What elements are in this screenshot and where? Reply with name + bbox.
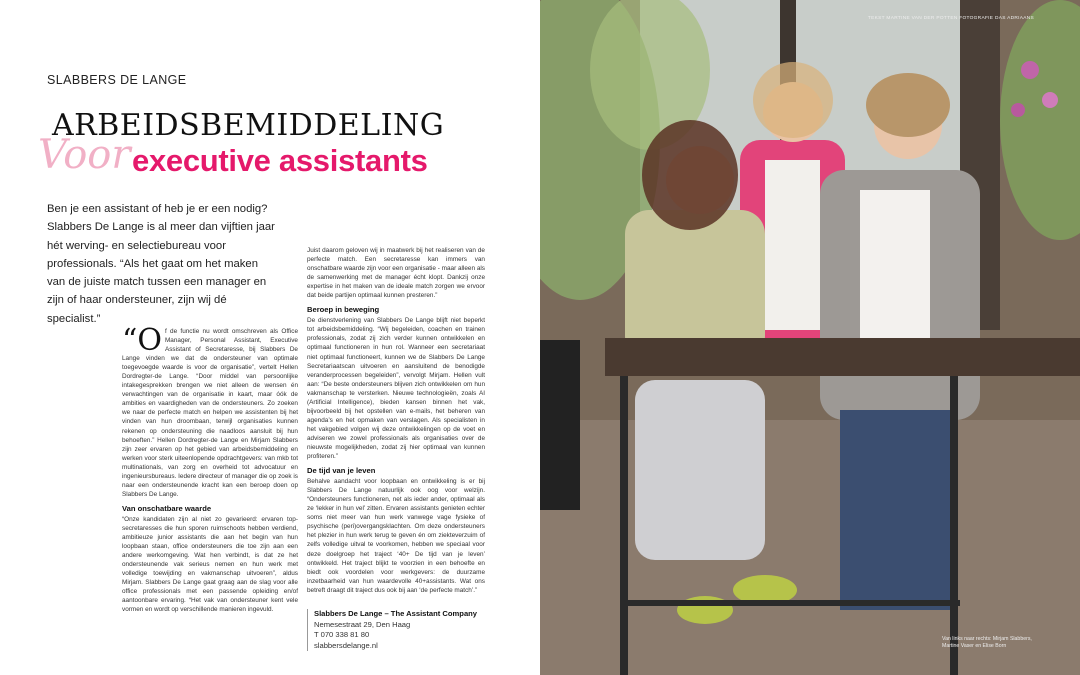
contact-name: Slabbers De Lange – The Assistant Company [314, 609, 478, 618]
person-left-trousers [635, 380, 765, 560]
photo-credit: TEKST MARTINE VAN DER POTTEN FOTOGRAFIE DAS ADRIAANS [867, 16, 1034, 21]
dropcap-letter: O [137, 323, 162, 358]
person-left-blazer [625, 210, 765, 360]
table-leg [950, 376, 958, 675]
left-pot [540, 340, 580, 510]
person-left-hair [642, 120, 738, 230]
photo-illustration [540, 0, 1080, 675]
person-right-hair [866, 73, 950, 137]
orchid-flower [1021, 61, 1039, 79]
article-column-2 [307, 246, 485, 595]
contact-phone: T 070 338 81 80 [314, 630, 370, 639]
column2-paragraph-2: De dienstverlening van Slabbers De Lange blijft niet beperkt tot arbeidsbemiddeling. “Wij begeleiden, coachen en trainen professionals, zodat zij zich verder kunnen ontwikkelen en optimaal functioneren in hun rol. Wanneer een secretariaat niet optimaal functioneert, kunnen we de Slabbers De Lange Secretariaatscan uitvoeren en aansluitend de benodigde veranderprocessen begeleiden”, vervolgt Mirjam. Hellen vult aan: “De beste ondersteuners blijven zich ontwikkelen om hun vakmanschap te versterken. Nieuwe technologieën, zoals AI (Artificial Intelligence), bieden kansen binnen het vak, bijvoorbeeld bij het opstellen van e-mails, het beheren van agenda’s en het opmaken van verslagen. Als specialisten in het vakgebied volgen wij deze ontwikkelingen op de voet en adviseren we zowel professionals als organisaties over de nieuwste mogelijkheden, zodat zij hier optimaal van kunnen profiteren.” [307, 317, 485, 461]
orchid-flower [1042, 92, 1058, 108]
column2-paragraph-1: Juist daarom geloven wij in maatwerk bij het realiseren van de perfecte match. Een secretaresse kan immers van onschatbare waarde zijn voor een organisatie - maar alleen als de samenwerking met de manager écht klopt. Dankzij onze expertise in het maken van de ideale match zorgen we ervoor dat beide partijen optimaal kunnen presteren.” [307, 247, 485, 300]
column2-paragraph-3: Behalve aandacht voor loopbaan en ontwikkeling is er bij Slabbers De Lange natuurlijk ook oog voor welzijn. “Ondersteuners functioneren, net als ieder ander, optimaal als ze ‘lekker in hun vel’ zitten. Ervaren assistants genieten echter soms niet meer van hun werk vanwege vage fysieke of psychische (peri)overgangsklachten. Om deze ondersteuners het plezier in hun werk terug te geven én om ziekteverzuim of zelfs volledige uitval te voorkomen, hebben we speciaal voor deze doelgroep het traject ‘40+ De tijd van je leven’ ontwikkeld. Het traject blijkt te voorzien in een behoefte en biedt ook voordelen voor werkgevers: de duurzame inzetbaarheid van hun waardevolle 40+assistants. Wat ons betreft draagt dit traject dus ook bij aan ‘de perfecte match’.” [307, 478, 485, 594]
person-middle-shirt [765, 160, 820, 330]
dropcap [122, 323, 162, 358]
intro-paragraph: Ben je een assistant of heb je er een nodig? Slabbers De Lange is al meer dan vijftien jaar hét werving- en selectiebureau voor professionals. “Als het gaat om het maken van de juiste match tussen een manager en zijn of haar ondersteuner, zijn wij dé specialist.” [47, 203, 275, 325]
contact-website[interactable]: slabbersdelange.nl [314, 640, 378, 650]
column2-heading-2: De tijd van je leven [307, 466, 376, 476]
article-column-1 [122, 323, 298, 614]
kicker: SLABBERS DE LANGE [47, 73, 187, 87]
table-top [605, 338, 1080, 376]
table-leg [620, 376, 628, 675]
headline-script: Voor [38, 132, 131, 178]
column1-paragraph-1: f de functie nu wordt omschreven als Office Manager, Personal Assistant, Executive Assistant of Secretaresse, bij Slabbers De Lange vinden we dat de ondersteuner van optimale toegevoegde waarde is voor de organisatie”, vertelt Hellen Dordregter-de Lange. “Door middel van persoonlijke intakegesprekken brengen we niet alleen de wensen én verwachtingen van de organisatie in kaart, maar óók de ambities en vaardigheden van de ondersteuners. Zo zoeken we naar de perfecte match en helpen we assistenten bij het vinden van hun droombaan, terwijl organisaties kunnen rekenen op ondersteuning die naadloos aansluit bij hun behoeften.” Hellen Dordregter-de Lange en Mirjam Slabbers zijn zeer ervaren op het gebied van arbeidsbemiddeling en werken voor sterk uiteenlopende opdrachtgevers: van mkb tot multinationals, van zorg en overheid tot advocatuur en ingenieursbureaus. Iedere directeur of manager die op zoek is naar een ondersteunende kracht kan een beroep doen op Slabbers De Lange. [122, 328, 298, 498]
photo-caption: Van links naar rechts: Mirjam Slabbers, Martine Vaser en Elise Born [942, 636, 1032, 649]
table-rail [620, 600, 960, 606]
orchid-flower [1011, 103, 1025, 117]
person-right-shirt [860, 190, 930, 340]
dropcap-quote: “ [122, 323, 138, 358]
headline: ARBEIDSBEMIDDELING [52, 108, 445, 143]
column1-paragraph-2: “Onze kandidaten zijn al niet zo gevarieerd: ervaren top-secretaresses die hun sporen ruimschoots hebben verdiend, ambitieuze junior assistants die aan het begin van hun loopbaan staan, office ondersteuners die toe zijn aan een andere werkomgeving. Wat hen verbindt, is dat ze het ondersteunende vak serieus nemen en hun werk met volledige toewijding en vakmanschap uitvoeren”, aldus Mirjam. Slabbers De Lange gaat graag aan de slag voor alle office professionals met een passende opleiding en/of aantoonbare ervaring. “Het vak van ondersteuner kent vele vormen en wordt op verschillende manieren ingevuld. [122, 515, 298, 614]
person-right-jeans [840, 410, 950, 610]
contact-block [307, 609, 477, 651]
column2-heading-1: Beroep in beweging [307, 305, 380, 315]
photo-page [540, 0, 1080, 675]
person-middle-hair [753, 62, 833, 138]
contact-address: Nemesestraat 29, Den Haag [314, 619, 411, 629]
subheadline: executive assistants [132, 143, 428, 178]
column1-heading-2: Van onschatbare waarde [122, 503, 212, 513]
